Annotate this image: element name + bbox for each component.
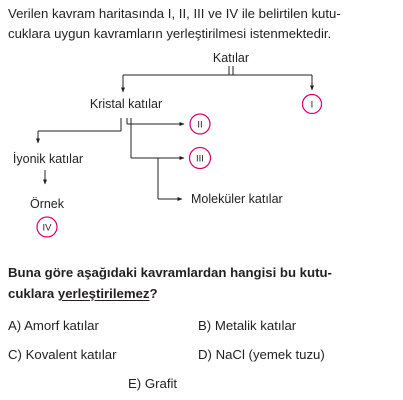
intro-line-1: Verilen kavram haritasında I, II, III ve IV ile belirtilen kutu- bbox=[8, 6, 341, 21]
molecular-label: Moleküler katılar bbox=[191, 192, 283, 206]
question-underlined-word: yerleştirilemez bbox=[57, 286, 150, 301]
blank-label-IV: IV bbox=[42, 222, 52, 234]
root-connectors bbox=[123, 66, 312, 92]
question-text bbox=[8, 262, 400, 304]
root-label: Katılar bbox=[212, 51, 250, 65]
ionic-label: İyonik katılar bbox=[12, 152, 84, 166]
option-C[interactable]: C) Kovalent katılar bbox=[8, 347, 117, 362]
question-line-1: Buna göre aşağıdaki kavramlardan hangisi bu kutu- bbox=[8, 265, 332, 280]
blank-label-II: II bbox=[197, 119, 203, 131]
option-B[interactable]: B) Metalik katılar bbox=[198, 318, 297, 333]
intro-line-2: cuklara uygun kavramların yerleştirilmesi istenmektedir. bbox=[8, 26, 332, 41]
blank-label-I: I bbox=[310, 99, 314, 111]
question-line-2 bbox=[8, 283, 400, 304]
crystal-label: Kristal katılar bbox=[89, 97, 163, 111]
option-A[interactable]: A) Amorf katılar bbox=[8, 318, 99, 333]
option-E[interactable]: E) Grafit bbox=[128, 376, 178, 391]
example-label: Örnek bbox=[29, 197, 65, 211]
question-line-2-part-1: cuklara bbox=[8, 286, 58, 301]
blank-label-III: III bbox=[196, 153, 204, 165]
question-line-2-part-3: ? bbox=[149, 286, 158, 301]
option-D[interactable]: D) NaCl (yemek tuzu) bbox=[198, 347, 325, 362]
